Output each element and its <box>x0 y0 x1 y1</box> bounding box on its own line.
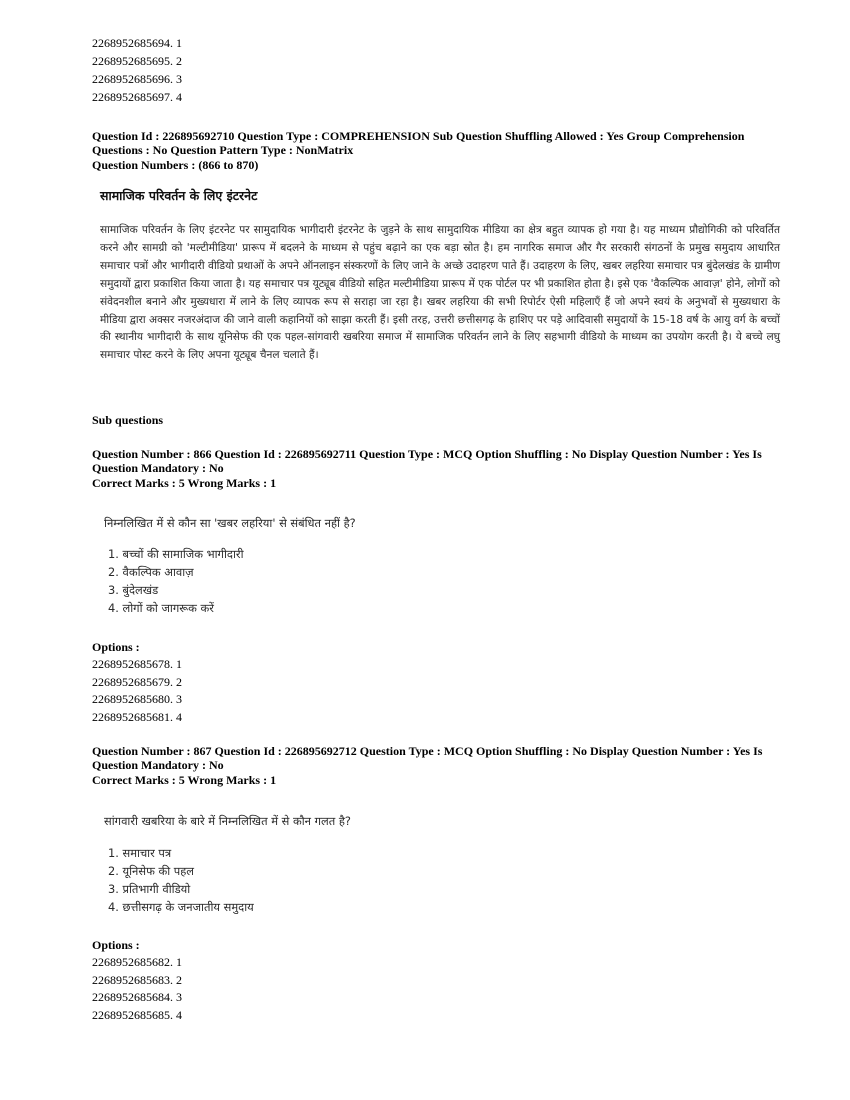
question-header-line2: Question Mandatory : No <box>92 461 224 475</box>
question-header-line2: Question Mandatory : No <box>92 758 224 772</box>
option-id-line: 2268952685681. 4 <box>92 710 182 724</box>
passage-text: सामाजिक परिवर्तन के लिए इंटरनेट पर सामुदायिक भागीदारी इंटरनेट के जुड़ने के साथ सामुदायिक मीडिया का क्षेत्र बहुत व्यापक हो गया है। यह माध्यम प्रौद्योगिकी को परिवर्तित करने और सामग्री को 'मल्टीमीडिया' प्रारूप में बदलने के माध्यम से पहुंच बढ़ाने का एक बड़ा स्रोत है। हम नागरिक समाज और गैर सरकारी संगठनों के प्रमुख समुदाय आधारित समाचार पत्रों और भागीदारी वीडियो प्रथाओं के अपने ऑनलाइन संस्करणों के लिए जाने के अच्छे उदाहरण पाते हैं। उदाहरण के लिए, खबर लहरिया समाचार पत्र बुंदेलखंड के ग्रामीण समुदायों द्वारा प्रकाशित किया जाता है। यह समाचार पत्र यूट्यूब वीडियो सहित मल्टीमीडिया प्रारूप में एक पोर्टल पर भी प्रकाशित होता है। इसे एक 'वैकल्पिक आवाज़' होने, लोगों को संवेदनशील बनाने और मुख्यधारा में लाने के लिए व्यापक रूप से सराहा जा रहा है। खबर लहरिया की सभी रिपोर्टर ऐसी महिलाएँ हैं जो अपने स्वयं के अनुभवों से मुख्यधारा के मीडिया द्वारा अक्सर नजरअंदाज की जाने वाली कहानियों को साझा करती हैं। इसी तरह, उत्तरी छत्तीसगढ़ के हाशिए पर पड़े आदिवासी समुदायों के 15-18 वर्ष के आयु वर्ग के बच्चों की स्थानीय भागीदारी के साथ यूनिसेफ की एक पहल-सांगवारी खबरिया समाज में सामाजिक परिवर्तन लाने के लिए सहभागी वीडियो के माध्यम का उपयोग करती है। ये बच्चे लघु समाचार पोस्ट करने के लिए अपना यूट्यूब चैनल चलाते हैं। <box>100 224 780 362</box>
choice-item: 3. प्रतिभागी वीडियो <box>108 882 191 896</box>
choice-item: 1. बच्चों की सामाजिक भागीदारी <box>108 547 244 561</box>
option-id-line: 2268952685697. 4 <box>92 90 182 104</box>
question-stem: निम्नलिखित में से कौन सा 'खबर लहरिया' से संबंधित नहीं है? <box>104 516 356 530</box>
option-id-line: 2268952685682. 1 <box>92 955 182 969</box>
choice-item: 2. यूनिसेफ की पहल <box>108 864 195 878</box>
choice-item: 4. छत्तीसगढ़ के जनजातीय समुदाय <box>108 900 254 914</box>
choice-item: 1. समाचार पत्र <box>108 846 172 860</box>
option-id-line: 2268952685679. 2 <box>92 675 182 689</box>
option-id-line: 2268952685680. 3 <box>92 692 182 706</box>
sub-questions-label: Sub questions <box>92 413 164 427</box>
question-numbers: Question Numbers : (866 to 870) <box>92 158 259 172</box>
options-label: Options : <box>92 640 140 654</box>
option-id-line: 2268952685678. 1 <box>92 657 182 671</box>
option-id-line: 2268952685694. 1 <box>92 36 182 50</box>
option-id-line: 2268952685696. 3 <box>92 72 182 86</box>
question-header-line1: Question Number : 867 Question Id : 226895692712 Question Type : MCQ Option Shuffling : No Display Question Number : Yes Is <box>92 744 763 758</box>
choice-item: 3. बुंदेलखंड <box>108 583 159 597</box>
question-marks: Correct Marks : 5 Wrong Marks : 1 <box>92 476 277 490</box>
choice-item: 2. वैकल्पिक आवाज़ <box>108 565 194 579</box>
question-header-line1: Question Number : 866 Question Id : 226895692711 Question Type : MCQ Option Shuffling : No Display Question Number : Yes Is <box>92 447 762 461</box>
option-id-line: 2268952685685. 4 <box>92 1008 182 1022</box>
passage-title: सामाजिक परिवर्तन के लिए इंटरनेट <box>100 188 258 203</box>
option-id-line: 2268952685684. 3 <box>92 990 182 1004</box>
options-label: Options : <box>92 938 140 952</box>
group-header-line2: Questions : No Question Pattern Type : NonMatrix <box>92 143 354 157</box>
option-id-line: 2268952685683. 2 <box>92 973 182 987</box>
choice-item: 4. लोगों को जागरूक करें <box>108 601 214 615</box>
question-stem: सांगवारी खबरिया के बारे में निम्नलिखित में से कौन गलत है? <box>104 814 351 828</box>
question-marks: Correct Marks : 5 Wrong Marks : 1 <box>92 773 277 787</box>
group-header-line1: Question Id : 226895692710 Question Type : COMPREHENSION Sub Question Shuffling Allowed : Yes Group Comprehension <box>92 129 745 143</box>
option-id-line: 2268952685695. 2 <box>92 54 182 68</box>
